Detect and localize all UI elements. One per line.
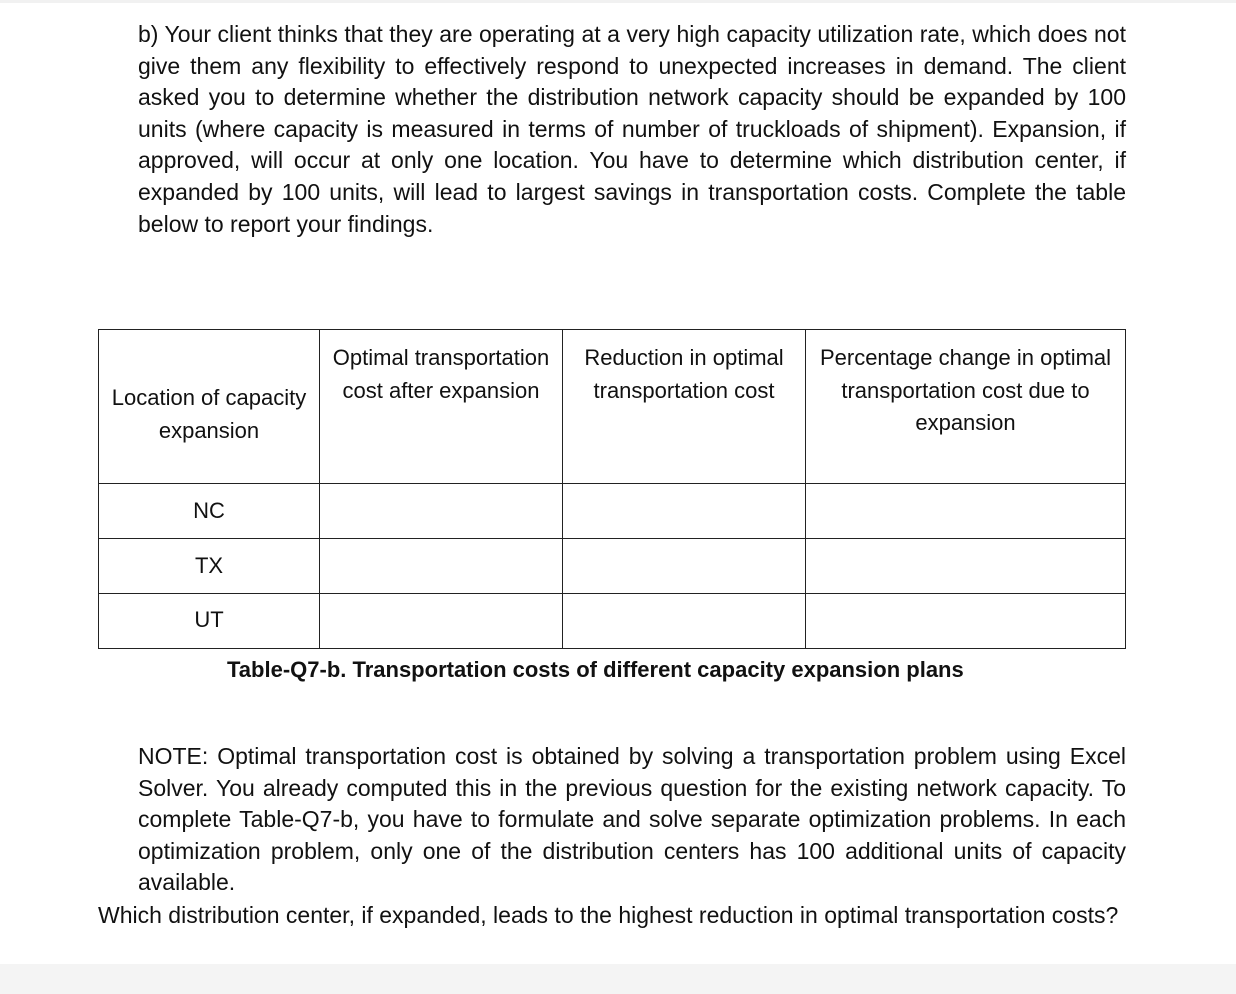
cell-pct-change-ut[interactable] <box>806 594 1126 649</box>
cell-reduction-tx[interactable] <box>563 539 806 594</box>
table-row <box>99 594 1126 649</box>
cell-cost-after-tx[interactable] <box>320 539 563 594</box>
table-caption: Table-Q7-b. Transportation costs of different capacity expansion plans <box>227 657 964 682</box>
question-paragraph: Which distribution center, if expanded, leads to the highest reduction in optimal transportation costs? <box>98 902 1119 928</box>
cell-cost-after-ut[interactable] <box>320 594 563 649</box>
page-top-divider <box>0 0 1236 3</box>
table-row <box>99 484 1126 539</box>
table-header-row <box>99 330 1126 484</box>
header-percentage-change: Percentage change in optimal transportation cost due to expansion <box>806 330 1126 484</box>
note-paragraph: NOTE: Optimal transportation cost is obtained by solving a transportation problem using Excel Solver. You already computed this in the previous question for the existing network capacity. To complete Table-Q7-b, you have to formulate and solve separate optimization problems. In each optimization problem, only one of the distribution centers has 100 additional units of capacity available. <box>138 743 1126 896</box>
cell-pct-change-nc[interactable] <box>806 484 1126 539</box>
cell-reduction-ut[interactable] <box>563 594 806 649</box>
row-location-ut: UT <box>99 594 320 649</box>
transportation-cost-table <box>98 329 1126 649</box>
page-bottom-band <box>0 964 1236 994</box>
cell-reduction-nc[interactable] <box>563 484 806 539</box>
row-location-tx: TX <box>99 539 320 594</box>
part-b-paragraph: b) Your client thinks that they are operating at a very high capacity utilization rate, which does not give them any flexibility to effectively respond to unexpected increases in demand. The client asked you to determine whether the distribution network capacity should be expanded by 100 units (where capacity is measured in terms of number of truckloads of shipment). Expansion, if approved, will occur at only one location. You have to determine which distribution center, if expanded by 100 units, will lead to largest savings in transportation costs. Complete the table below to report your findings. <box>138 21 1126 237</box>
header-location: Location of capacity expansion <box>99 330 320 484</box>
header-reduction: Reduction in optimal transportation cost <box>563 330 806 484</box>
row-location-nc: NC <box>99 484 320 539</box>
cell-pct-change-tx[interactable] <box>806 539 1126 594</box>
table-row <box>99 539 1126 594</box>
header-cost-after-expansion: Optimal transportation cost after expansion <box>320 330 563 484</box>
cell-cost-after-nc[interactable] <box>320 484 563 539</box>
